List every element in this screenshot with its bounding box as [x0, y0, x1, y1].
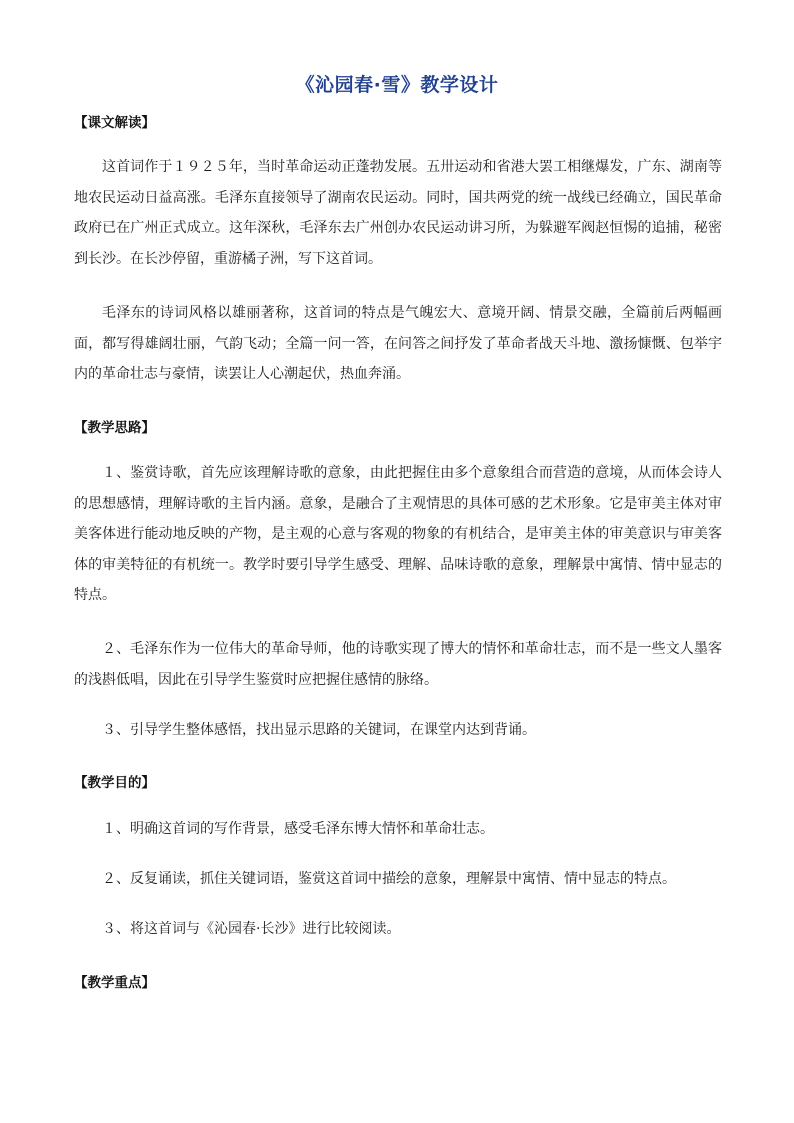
- paragraph-approach-2: ２、毛泽东作为一位伟大的革命导师，他的诗歌实现了博大的情怀和革命壮志，而不是一些文人墨客的浅斟低唱，因此在引导学生鉴赏时应把握住感情的脉络。: [74, 641, 722, 688]
- document-title: 《沁园春·雪》教学设计: [295, 74, 499, 96]
- paragraph-objective-2: ２、反复诵读，抓住关键词语，鉴赏这首词中描绘的意象，理解景中寓情、情中显志的特点。: [102, 871, 676, 887]
- paragraph-approach-3: ３、引导学生整体感悟，找出显示思路的关键词，在课堂内达到背诵。: [102, 722, 536, 738]
- paragraph-background: 这首词作于１９２５年，当时革命运动正蓬勃发展。五卅运动和省港大罢工相继爆发，广东、湖南等地农民运动日益高涨。毛泽东直接领导了湖南农民运动。同时，国共两党的统一战线已经确立，国民革命政府已在广州正式成立。这年深秋，毛泽东去广州创办农民运动讲习所，为躲避军阀赵恒惕的追捕，秘密到长沙。在长沙停留，重游橘子洲，写下这首词。: [74, 159, 722, 267]
- paragraph-objective-1: １、明确这首词的写作背景，感受毛泽东博大情怀和革命壮志。: [102, 821, 494, 837]
- section-heading-teaching-approach: 【教学思路】: [74, 420, 155, 436]
- section-heading-teaching-focus: 【教学重点】: [74, 975, 155, 991]
- section-heading-teaching-objectives: 【教学目的】: [74, 775, 155, 791]
- paragraph-approach-1: １、鉴赏诗歌，首先应该理解诗歌的意象，由此把握住由多个意象组合而营造的意境，从而体会诗人的思想感情，理解诗歌的主旨内涵。意象，是融合了主观情思的具体可感的艺术形象。它是审美主体对审美客体进行能动地反映的产物，是主观的心意与客观的物象的有机结合，是审美主体的审美意识与审美客体的审美特征的有机统一。教学时要引导学生感受、理解、品味诗歌的意象，理解景中寓情、情中显志的特点。: [74, 465, 722, 603]
- paragraph-style: 毛泽东的诗词风格以雄丽著称，这首词的特点是气魄宏大、意境开阔、情景交融，全篇前后两幅画面，都写得雄阔壮丽，气韵飞动；全篇一问一答，在问答之间抒发了革命者战天斗地、激扬慷慨、包举宇内的革命壮志与豪情，读罢让人心潮起伏，热血奔涌。: [74, 305, 722, 382]
- paragraph-objective-3: ３、将这首词与《沁园春·长沙》进行比较阅读。: [102, 921, 401, 937]
- section-heading-text-interpretation: 【课文解读】: [74, 115, 155, 131]
